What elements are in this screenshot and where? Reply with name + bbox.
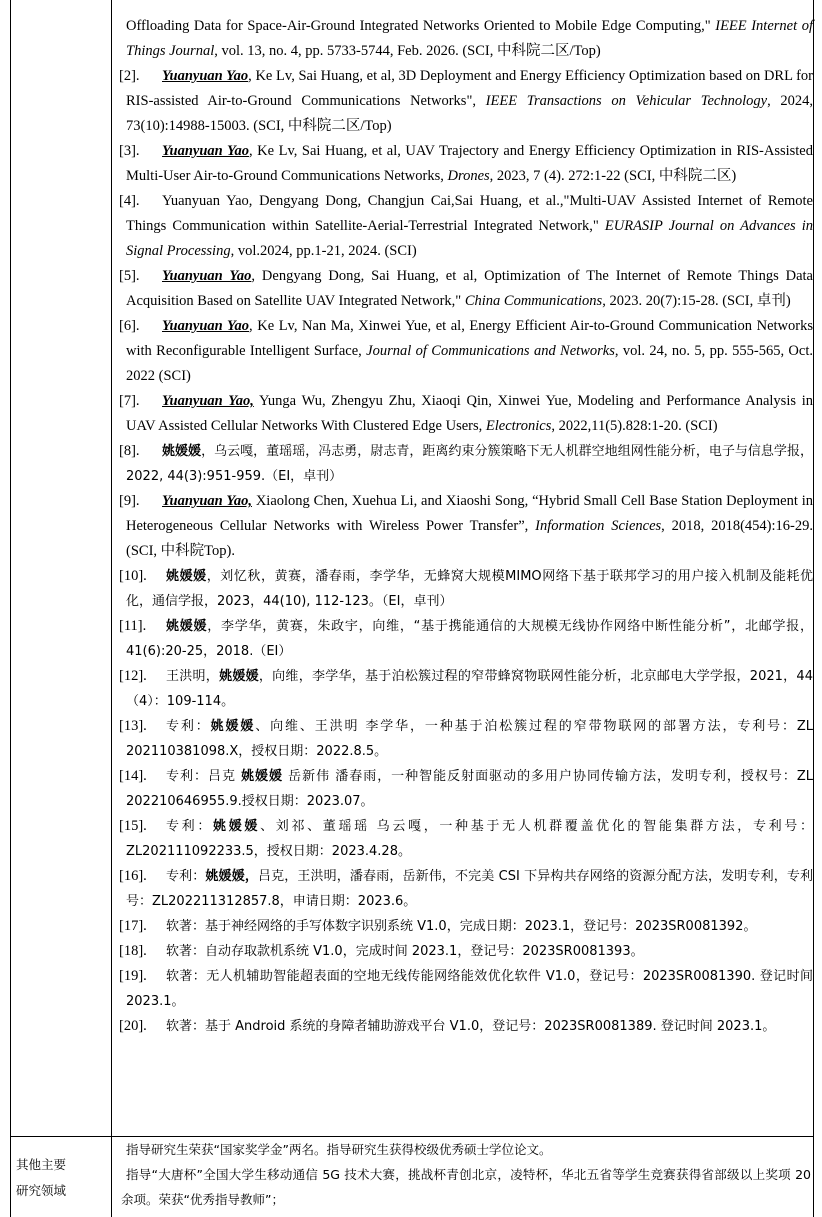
item-number: [6]. xyxy=(119,318,140,334)
publication-text: , Dengyang Dong, Sai Huang, et al, Optimization of The Internet of Remote Things Data Acquisition Based on Satellite UAV Integrated Network," xyxy=(126,268,813,309)
publication-text: 软著：基于神经网络的手写体数字识别系统 V1.0，完成日期：2023.1，登记号：2023SR0081392。 xyxy=(166,919,757,934)
publication-text: , Ke Lv, Sai Huang, et al, UAV Trajectory and Energy Efficiency Optimization in RIS-Assisted Multi-User Air-to-Ground Communications Networks, xyxy=(126,143,813,184)
journal-name: Information Sciences xyxy=(535,518,662,534)
author-name: Yuanyuan Yao xyxy=(162,143,250,159)
publication-text: 吕克，王洪明，潘春雨，岳新伟，不完美 CSI 下异构共存网络的资源分配方法，发明专利，专利号：ZL202211312857.8，申请日期：2023.6。 xyxy=(126,869,813,909)
journal-name: IEEE Transactions on Vehicular Technology xyxy=(485,93,768,109)
publication-item-5 xyxy=(121,264,813,314)
author-name: 姚媛媛， xyxy=(205,869,258,884)
publication-list xyxy=(121,14,813,1039)
journal-name: China Communications xyxy=(464,293,603,309)
item-number: [16]. xyxy=(119,868,147,884)
table-border-right xyxy=(813,0,814,1217)
table-border-left xyxy=(10,0,11,1217)
patent-item-14 xyxy=(121,764,813,814)
author-name: Yuanyuan Yao xyxy=(162,268,252,284)
author-name: Yuanyuan Yao xyxy=(162,68,249,84)
journal-name: IEEE Internet of Things Journal xyxy=(126,18,813,59)
author-name: 姚媛媛 xyxy=(213,819,261,834)
publication-tail: , 2023. 20(7):15-28. (SCI, 卓刊) xyxy=(602,293,791,309)
software-item-18 xyxy=(121,939,813,964)
publication-item-11 xyxy=(121,614,813,664)
publication-text: 、向维、王洪明 李学华，一种基于泊松簇过程的窄带物联网的部署方法，专利号：ZL 202110381098.X，授权日期：2022.8.5。 xyxy=(126,719,813,759)
publication-text: 、刘祁、董瑶瑶 乌云嘎，一种基于无人机群覆盖优化的智能集群方法，专利号：ZL202111092233.5，授权日期：2023.4.28。 xyxy=(126,819,813,859)
publication-item-4 xyxy=(121,189,813,264)
publication-prefix: 专利：吕克 xyxy=(166,769,242,784)
publication-text: Yuanyuan Yao, Dengyang Dong, Changjun Cai,Sai Huang, et al.,"Multi-UAV Assisted Internet of Remote Things Communication within Satellite-Aerial-Terrestrial Integrated Network," xyxy=(126,193,813,234)
other-paragraph-1: 指导研究生荣获“国家奖学金”两名。指导研究生获得校级优秀硕士学位论文。 xyxy=(126,1142,552,1157)
other-research-content xyxy=(121,1137,811,1212)
software-item-19 xyxy=(121,964,813,1014)
author-name: 姚媛媛 xyxy=(166,619,208,634)
publication-item-2 xyxy=(121,64,813,139)
item-number: [8]. xyxy=(119,443,140,459)
item-number: [9]. xyxy=(119,493,140,509)
item-number: [12]. xyxy=(119,668,147,684)
journal-name: EURASIP Journal on Advances in Signal Processing xyxy=(126,218,813,259)
publication-item-6 xyxy=(121,314,813,389)
publication-tail: , vol. 13, no. 4, pp. 5733-5744, Feb. 2026. (SCI, 中科院二区/Top) xyxy=(214,43,601,59)
item-number: [10]. xyxy=(119,568,147,584)
author-name: Yuanyuan Yao, xyxy=(162,493,252,509)
publication-item-9 xyxy=(121,489,813,564)
publication-text: 软著：自动存取款机系统 V1.0，完成时间 2023.1，登记号：2023SR0081393。 xyxy=(166,944,644,959)
journal-name: Drones xyxy=(447,168,490,184)
author-name: 姚媛媛 xyxy=(210,719,256,734)
publication-text: , Ke Lv, Nan Ma, Xinwei Yue, et al, Energy Efficient Air-to-Ground Communication Networks with Reconfigurable Intelligent Surface, xyxy=(126,318,813,359)
author-name: 姚媛媛 xyxy=(162,444,202,459)
item-number: [18]. xyxy=(119,943,147,959)
publication-prefix: 专利： xyxy=(166,719,211,734)
patent-item-13 xyxy=(121,714,813,764)
item-number: [4]. xyxy=(119,193,140,209)
publication-prefix: 王洪明， xyxy=(166,669,220,684)
publication-item-12 xyxy=(121,664,813,714)
publication-tail: , 2023, 7 (4). 272:1-22 (SCI, 中科院二区) xyxy=(489,168,737,184)
patent-item-15 xyxy=(121,814,813,864)
item-number: [2]. xyxy=(119,68,140,84)
author-name: 姚媛媛 xyxy=(241,769,284,784)
item-number: [11]. xyxy=(119,618,147,634)
publication-text: Xiaolong Chen, Xuehua Li, and Xiaoshi Song, “Hybrid Small Cell Base Station Deployment in Heterogeneous Cellular Networks with Wireless Power Transfer”, xyxy=(126,493,813,534)
publication-text: , Ke Lv, Sai Huang, et al, 3D Deployment and Energy Efficiency Optimization based on DRL for RIS-assisted Air-to-Ground Communications Networks", xyxy=(126,68,813,109)
item-number: [19]. xyxy=(119,968,147,984)
publication-text: Yunga Wu, Zhengyu Zhu, Xiaoqi Qin, Xinwei Yue, Modeling and Performance Analysis in UAV Assisted Cellular Networks With Clustered Edge Users, xyxy=(126,393,814,434)
software-item-17 xyxy=(121,914,813,939)
software-item-20 xyxy=(121,1014,813,1039)
item-number: [15]. xyxy=(119,818,147,834)
publication-prefix: 专利： xyxy=(166,869,206,884)
patent-item-16 xyxy=(121,864,813,914)
author-name: Yuanyuan Yao, xyxy=(162,393,254,409)
publication-text: 软著：无人机辅助智能超表面的空地无线传能网络能效优化软件 V1.0，登记号：2023SR0081390. 登记时间 2023.1。 xyxy=(126,969,813,1009)
publication-tail: , vol.2024, pp.1-21, 2024. (SCI) xyxy=(230,243,417,259)
publication-item-8 xyxy=(121,439,813,489)
item-number: [14]. xyxy=(119,768,147,784)
other-paragraph-2: 指导“大唐杯”全国大学生移动通信 5G 技术大赛，挑战杯青创北京，凌特杯，华北五省等学生竞赛获得省部级以上奖项 20 余项。荣获“优秀指导教师”； xyxy=(121,1167,811,1207)
author-name: Yuanyuan Yao xyxy=(162,318,250,334)
author-name: 姚媛媛 xyxy=(166,569,207,584)
publication-tail: , 2024, 73(10):14988-15003. (SCI, 中科院二区/Top) xyxy=(126,93,813,134)
publication-text: ，乌云嘎，董瑶瑶，冯志勇，尉志青，距离约束分簇策略下无人机群空地组网性能分析，电子与信息学报，2022, 44(3):951-959.（EI，卓刊） xyxy=(126,444,813,484)
publication-tail: , 2022,11(5).828:1-20. (SCI) xyxy=(551,418,718,434)
author-name: 姚媛媛 xyxy=(219,669,259,684)
publication-text: ，刘忆秋，黄赛，潘春雨，李学华，无蜂窝大规模MIMO网络下基于联邦学习的用户接入机制及能耗优化，通信学报，2023，44(10), 112-123。（EI，卓刊） xyxy=(126,569,813,609)
publication-item-3 xyxy=(121,139,813,189)
journal-name: Electronics xyxy=(485,418,552,434)
publication-text: 岳新伟 潘春雨，一种智能反射面驱动的多用户协同传输方法，发明专利，授权号：ZL 202210646955.9.授权日期：2023.07。 xyxy=(126,769,813,809)
publication-text: ，向维，李学华，基于泊松簇过程的窄带蜂窝物联网性能分析，北京邮电大学学报，2021，44（4）：109-114。 xyxy=(126,669,813,709)
publication-item-10 xyxy=(121,564,813,614)
label-line-1: 其他主要 xyxy=(16,1157,67,1172)
label-line-2: 研究领域 xyxy=(16,1183,67,1198)
publication-prefix: 专利： xyxy=(166,819,214,834)
item-number: [5]. xyxy=(119,268,140,284)
publication-item-7 xyxy=(121,389,813,439)
journal-name: Journal of Communications and Networks xyxy=(366,343,615,359)
publication-text: 软著：基于 Android 系统的身障者辅助游戏平台 V1.0，登记号：2023SR0081389. 登记时间 2023.1。 xyxy=(166,1019,776,1034)
table-column-divider xyxy=(111,0,112,1217)
item-number: [13]. xyxy=(119,718,147,734)
publication-item-1-cont xyxy=(121,14,813,64)
publication-tail: , vol. 24, no. 5, pp. 555-565, Oct. 2022 (SCI) xyxy=(126,343,813,384)
item-number: [20]. xyxy=(119,1018,147,1034)
item-number: [7]. xyxy=(119,393,140,409)
item-number: [3]. xyxy=(119,143,140,159)
publication-text: ，李学华，黄赛，朱政宇，向维，“基于携能通信的大规模无线协作网络中断性能分析”，北邮学报，41(6):20-25，2018.（EI） xyxy=(126,619,813,659)
publication-text: Offloading Data for Space-Air-Ground Integrated Networks Oriented to Mobile Edge Computing," xyxy=(126,18,711,34)
publication-tail: , 2018, 2018(454):16-29. (SCI, 中科院Top). xyxy=(126,518,813,559)
item-number: [17]. xyxy=(119,918,147,934)
